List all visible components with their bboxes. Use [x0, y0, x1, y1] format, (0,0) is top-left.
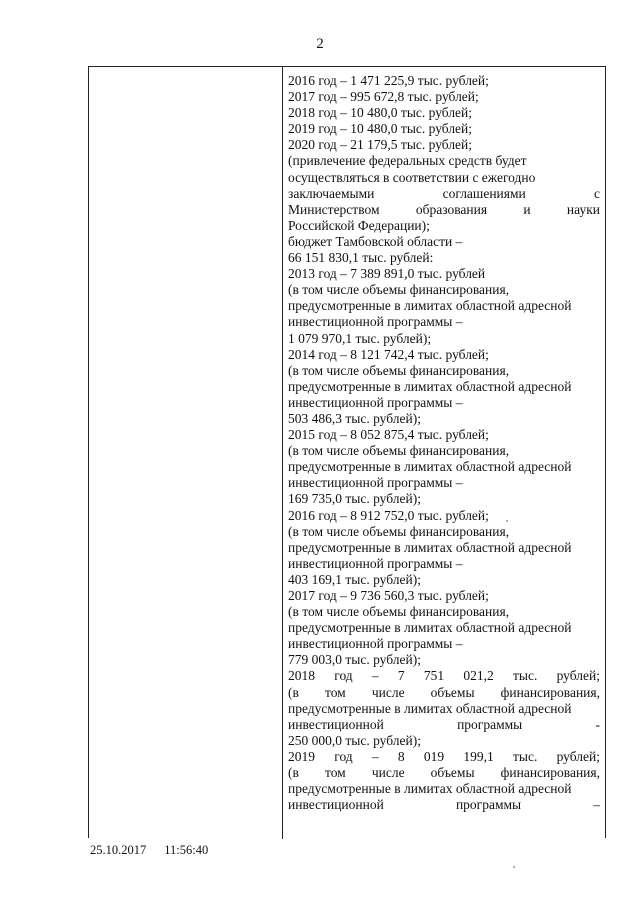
funding-text-line: бюджет Тамбовской области –: [288, 233, 463, 249]
funding-text-line: 779 003,0 тыс. рублей);: [288, 652, 421, 668]
funding-text-cell: [288, 73, 600, 813]
funding-text-line: 1 079 970,1 тыс. рублей);: [288, 330, 432, 346]
funding-text-line: предусмотренные в лимитах областной адресной: [288, 620, 572, 636]
page-number: 2: [316, 36, 324, 52]
footer-time: 11:56:40: [164, 843, 209, 857]
funding-text-line: 2019 год – 8 019 199,1 тыс. рублей;: [288, 748, 600, 764]
funding-text-line: 2016 год – 1 471 225,9 тыс. рублей;: [288, 73, 489, 88]
funding-text-line: 66 151 830,1 тыс. рублей:: [288, 250, 434, 266]
funding-text-line: инвестиционной программы –: [288, 475, 463, 491]
funding-text-line: предусмотренные в лимитах областной адресной: [288, 459, 572, 475]
funding-text-line: (в том числе объемы финансирования,: [288, 282, 510, 298]
funding-text-line: предусмотренные в лимитах областной адресной: [288, 700, 572, 716]
funding-text-line: предусмотренные в лимитах областной адресной: [288, 539, 572, 555]
funding-text-line: 2016 год – 8 912 752,0 тыс. рублей;: [288, 507, 489, 523]
funding-text-line: 503 486,3 тыс. рублей);: [288, 410, 421, 426]
funding-text-line: 2013 год – 7 389 891,0 тыс. рублей: [288, 266, 486, 282]
funding-text-line: инвестиционной программы –: [288, 555, 463, 571]
funding-text-line: предусмотренные в лимитах областной адресной: [288, 298, 572, 314]
funding-text-line: предусмотренные в лимитах областной адресной: [288, 378, 572, 394]
funding-text-line: инвестиционной программы –: [288, 797, 600, 813]
funding-text-line: осуществляться в соответствии с ежегодно: [288, 169, 536, 185]
funding-text-line: (в том числе объемы финансирования,: [288, 684, 600, 700]
funding-text-line: 2014 год – 8 121 742,4 тыс. рублей;: [288, 346, 489, 362]
funding-text-line: инвестиционной программы –: [288, 636, 463, 652]
funding-text-line: инвестиционной программы –: [288, 314, 463, 330]
funding-text-line: 403 169,1 тыс. рублей);: [288, 571, 421, 587]
document-table: [88, 66, 606, 838]
funding-text-line: 2018 год – 7 751 021,2 тыс. рублей;: [288, 668, 600, 684]
funding-text-line: инвестиционной программы –: [288, 394, 463, 410]
funding-text-line: (в том числе объемы финансирования,: [288, 604, 510, 620]
funding-text-line: заключаемыми соглашениями с: [288, 185, 600, 201]
column-divider: [282, 67, 283, 839]
funding-text-line: (привлечение федеральных средств будет: [288, 153, 527, 169]
funding-text-line: 2015 год – 8 052 875,4 тыс. рублей;: [288, 427, 489, 443]
funding-text-line: Российской Федерации);: [288, 217, 430, 233]
funding-text-line: (в том числе объемы финансирования,: [288, 765, 600, 781]
scan-speck: [506, 520, 508, 522]
funding-text-line: 250 000,0 тыс. рублей);: [288, 732, 421, 748]
funding-text-line: 169 735,0 тыс. рублей);: [288, 491, 421, 507]
funding-text-line: Министерством образования и науки: [288, 201, 600, 217]
funding-text-line: 2017 год – 9 736 560,3 тыс. рублей;: [288, 588, 489, 603]
scan-speck: [513, 866, 515, 868]
funding-text-line: 2017 год – 995 672,8 тыс. рублей;: [288, 89, 479, 105]
footer-date: 25.10.2017: [90, 843, 147, 857]
funding-text-line: предусмотренные в лимитах областной адресной: [288, 781, 572, 797]
funding-text-line: (в том числе объемы финансирования,: [288, 443, 510, 459]
footer-timestamp: [90, 843, 226, 858]
funding-text-line: (в том числе объемы финансирования,: [288, 362, 510, 378]
funding-text-line: (в том числе объемы финансирования,: [288, 523, 510, 539]
funding-text-line: 2020 год – 21 179,5 тыс. рублей;: [288, 137, 473, 153]
funding-text-line: 2018 год – 10 480,0 тыс. рублей;: [288, 105, 473, 121]
funding-text-line: инвестиционной программы -: [288, 716, 600, 732]
funding-text-line: 2019 год – 10 480,0 тыс. рублей;: [288, 121, 473, 137]
